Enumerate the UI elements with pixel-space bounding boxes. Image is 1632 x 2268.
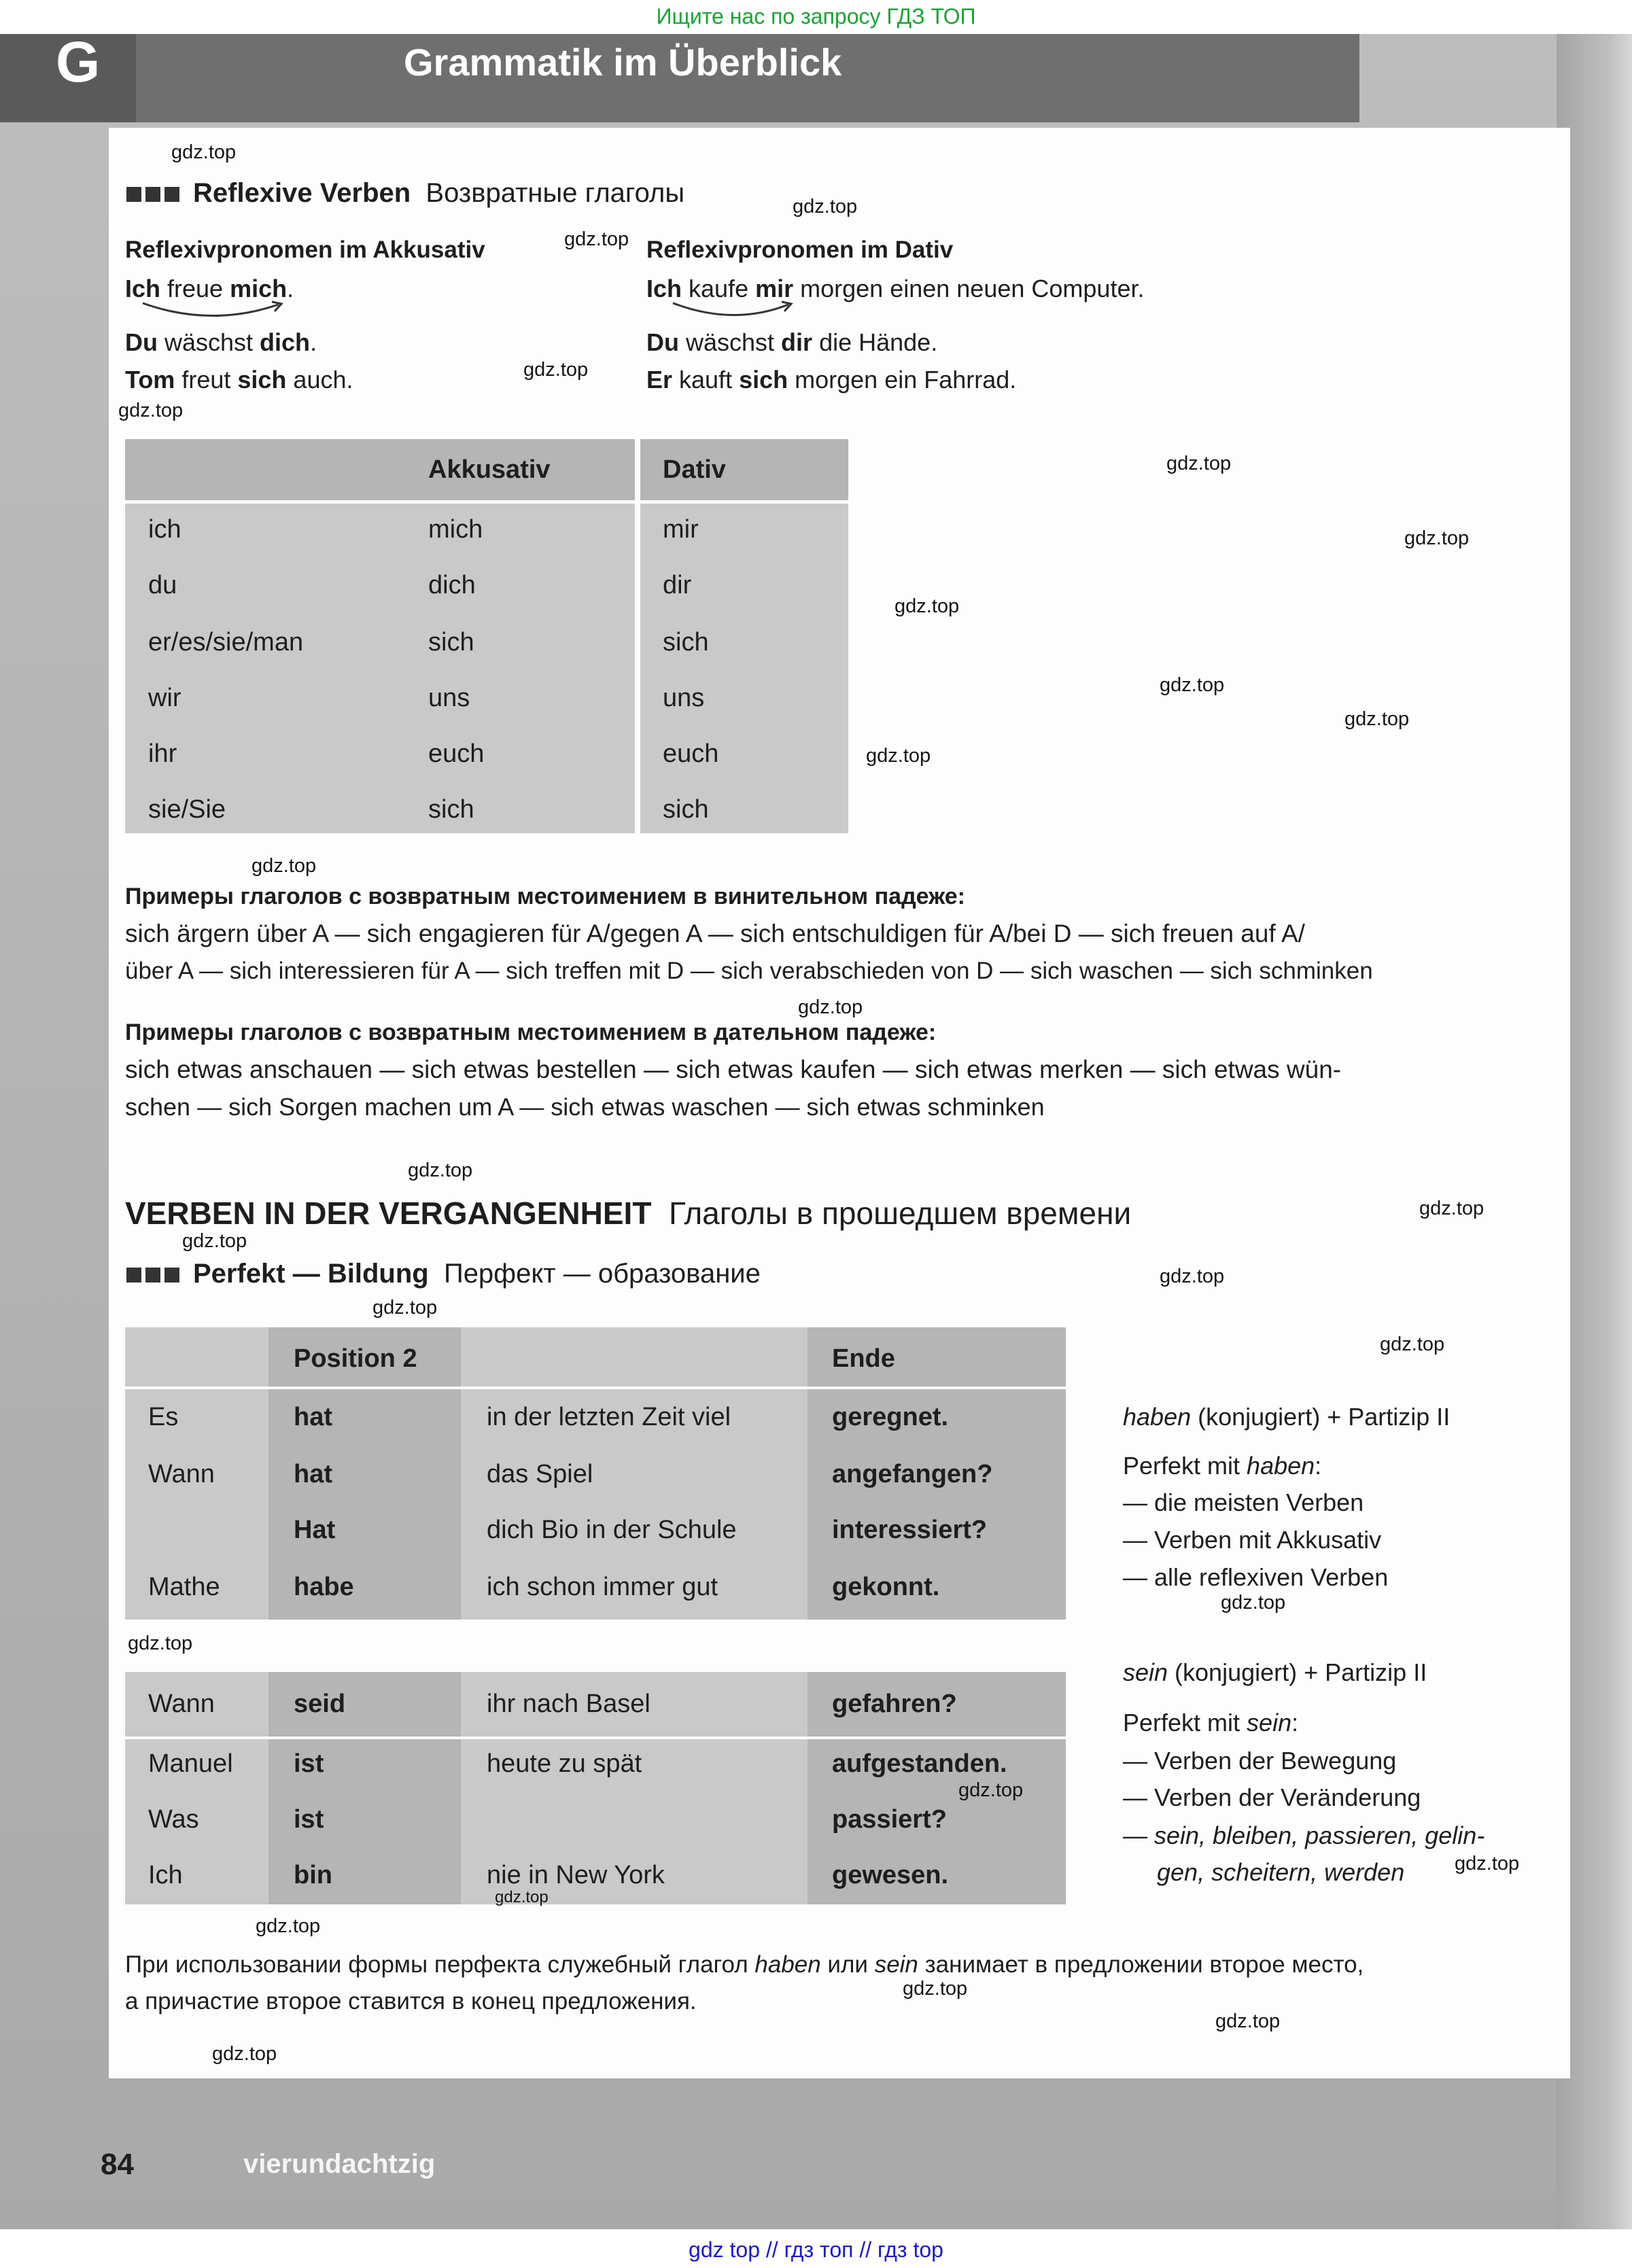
page-number-word: vierundachtzig (243, 2149, 436, 2179)
watermark: gdz.top (372, 1297, 438, 1319)
watermark: gdz.top (118, 400, 184, 421)
column-header-position-2: Position 2 (294, 1344, 417, 1373)
watermark: gdz.top (1166, 453, 1232, 474)
watermark: gdz.top (212, 2043, 277, 2065)
watermark: gdz.top (523, 359, 589, 381)
haben-usage-item: — die meisten Verben (1123, 1488, 1364, 1516)
sein-usage-item: gen, scheitern, werden (1157, 1858, 1405, 1886)
watermark: gdz.top (866, 745, 931, 767)
watermark: gdz.top (1160, 674, 1225, 696)
dat-example-1: Ich kaufe mir morgen einen neuen Computer. (646, 275, 1145, 302)
watermark: gdz.top (251, 855, 317, 877)
haben-formula: haben (konjugiert) + Partizip II (1123, 1403, 1451, 1431)
watermark: gdz.top (1344, 708, 1410, 730)
sein-usage-item: — Verben der Veränderung (1123, 1783, 1421, 1811)
reflexive-heading (126, 178, 684, 209)
watermark: gdz.top (895, 595, 960, 617)
examples-dat-line-1: sich etwas anschauen — sich etwas bestellen — sich etwas kaufen — sich etwas merken — sich etwas wün- (125, 1056, 1342, 1083)
watermark: gdz.top (256, 1915, 321, 1937)
final-note-line-1: При использовании формы перфекта служебный глагол haben или sein занимает в предложении второе место, (125, 1951, 1364, 1978)
watermark: gdz.top (1221, 1592, 1286, 1613)
perfekt-title-ru: Перфект — образование (443, 1259, 761, 1289)
examples-acc-line-2: über A — sich interessieren für A — sich treffen mit D — sich verabschieden von D — sich waschen — sich schminken (125, 958, 1373, 984)
haben-usage-item: — Verben mit Akkusativ (1123, 1526, 1382, 1554)
final-note-line-2: а причастие второе ставится в конец предложения. (125, 1988, 697, 2014)
watermark: gdz.top (171, 141, 237, 163)
watermark: gdz.top (798, 996, 863, 1018)
watermark: gdz.top (1419, 1198, 1485, 1219)
examples-acc-heading: Примеры глаголов с возвратным местоимением в винительном падеже: (125, 884, 966, 909)
page-number: 84 (101, 2148, 134, 2181)
examples-dat-line-2: schen — sich Sorgen machen um A — sich etwas waschen — sich etwas schminken (125, 1093, 1045, 1121)
sein-usage-item: — Verben der Bewegung (1123, 1747, 1397, 1775)
watermark: gdz.top (958, 1779, 1024, 1801)
bottom-banner[interactable]: gdz top // гдз топ // гдз top (689, 2237, 943, 2262)
watermark: gdz.top (182, 1230, 247, 1252)
sein-formula: sein (konjugiert) + Partizip II (1123, 1658, 1427, 1686)
reference-arrow-icon (136, 299, 292, 326)
sein-usage-item: — sein, bleiben, passieren, gelin- (1123, 1821, 1485, 1849)
watermark: gdz.top (1215, 2010, 1281, 2032)
perfekt-heading (126, 1259, 761, 1289)
section-marker-icon (126, 187, 179, 202)
dat-heading: Reflexivpronomen im Dativ (646, 237, 954, 263)
watermark: gdz.top (1455, 1853, 1520, 1874)
sein-usage-heading: Perfekt mit sein: (1123, 1709, 1299, 1737)
past-title-ru: Глаголы в прошедшем времени (669, 1196, 1132, 1231)
table-header-dativ: Dativ (663, 455, 726, 484)
watermark: gdz.top (1160, 1266, 1225, 1287)
akk-example-3: Tom freut sich auch. (125, 366, 353, 394)
haben-usage-heading: Perfekt mit haben: (1123, 1452, 1322, 1480)
section-marker-icon (126, 1268, 179, 1283)
watermark: gdz.top (1380, 1333, 1445, 1355)
akk-example-1: Ich freue mich. (125, 275, 294, 302)
top-banner[interactable]: Ищите нас по запросу ГДЗ ТОП (656, 4, 976, 29)
akk-heading: Reflexivpronomen im Akkusativ (125, 237, 485, 263)
reflexive-title-ru: Возвратные глаголы (426, 178, 685, 208)
watermark: gdz.top (408, 1159, 473, 1181)
watermark: gdz.top (495, 1888, 549, 1906)
reflexive-title-de: Reflexive Verben (193, 178, 411, 208)
column-header-ende: Ende (832, 1344, 895, 1373)
table-divider (125, 500, 848, 504)
examples-acc-line-1: sich ärgern über A — sich engagieren für A/gegen A — sich entschuldigen für A/bei D — sich freuen auf A/ (125, 920, 1305, 947)
table-divider (635, 439, 640, 833)
watermark: gdz.top (128, 1633, 193, 1654)
watermark: gdz.top (793, 196, 858, 217)
section-letter: G (0, 34, 136, 122)
perfekt-title-de: Perfekt — Bildung (193, 1259, 429, 1289)
past-heading (125, 1195, 1131, 1232)
examples-dat-heading: Примеры глаголов с возвратным местоимением в дательном падеже: (125, 1019, 937, 1045)
watermark: gdz.top (903, 1978, 968, 2000)
reference-arrow-icon (666, 299, 802, 326)
haben-usage-item: — alle reflexiven Verben (1123, 1563, 1389, 1591)
page-title: Grammatik im Überblick (404, 41, 842, 84)
table-header-akkusativ: Akkusativ (428, 455, 551, 484)
dat-example-2: Du wäschst dir die Hände. (646, 328, 938, 356)
table-divider (125, 1737, 1066, 1739)
akk-example-2: Du wäschst dich. (125, 328, 317, 356)
past-title-de: VERBEN IN DER VERGANGENHEIT (125, 1196, 652, 1231)
watermark: gdz.top (564, 228, 629, 250)
watermark: gdz.top (1404, 527, 1470, 549)
table-divider (125, 1386, 1066, 1389)
dat-example-3: Er kauft sich morgen ein Fahrrad. (646, 366, 1017, 394)
